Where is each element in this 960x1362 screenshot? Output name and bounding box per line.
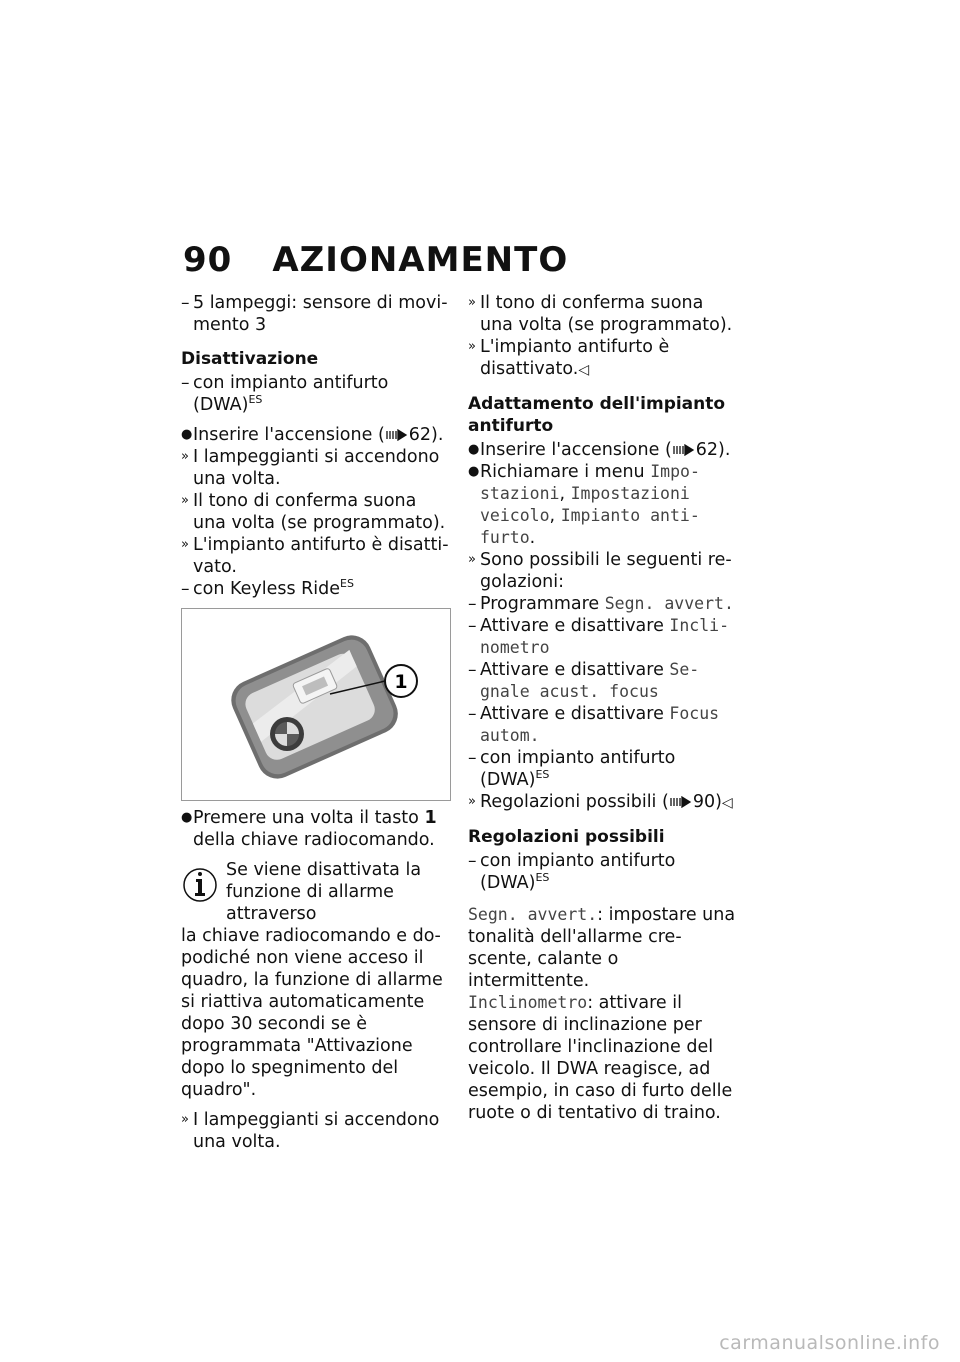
page-header [183, 240, 568, 280]
es-superscript: ES [248, 393, 263, 407]
end-marker-icon: ◁ [578, 362, 590, 378]
list-item: – con impianto antifurto (DWA)$^{ES}$ [181, 373, 389, 415]
step-item: ● Richiamare i menu Impostazioni, Impostazioni veicolo, Impianto antifurto. [468, 462, 700, 548]
result-item: » Sono possibili le seguenti regolazioni: [468, 550, 732, 592]
result-item: » Il tono di conferma suona una volta (se programmato). [468, 293, 733, 335]
dash-marker: – [181, 579, 190, 599]
dash-marker: – [468, 660, 477, 680]
dash-marker: – [468, 851, 477, 871]
dash-marker: – [181, 373, 190, 393]
result-item: » I lampeggianti si accendono una volta. [181, 447, 440, 489]
list-item: – Programmare Segn. avvert. [468, 594, 734, 614]
es-superscript: ES [340, 577, 354, 591]
list-item: – con Keyless Ride$^{ES}$ [181, 577, 354, 599]
list-item: – Attivare e disattivare Inclinometro [468, 616, 730, 657]
chapter-title: AZIONAMENTO [272, 240, 569, 280]
step-item: ● Premere una volta il tasto 1 della chiave radiocomando. [181, 808, 437, 850]
result-item: » L'impianto antifurto è disattivato.◁ [468, 337, 670, 379]
menu-code: Focus autom. [480, 704, 720, 745]
dash-marker: – [468, 616, 477, 636]
section-heading-disattivazione: Disattivazione [181, 349, 319, 369]
result-marker: » [181, 537, 189, 552]
result-item: » L'impianto antifurto è disattivato. [181, 535, 449, 577]
es-superscript: ES [535, 768, 550, 782]
key-fob-illustration [182, 609, 450, 800]
list-item: – 5 lampeggi: sensore di movimento 3 [181, 293, 448, 335]
es-superscript: ES [535, 871, 550, 885]
menu-code: Impostazioni [480, 462, 700, 503]
menu-code: Segn. avvert. [604, 594, 734, 613]
dash-marker: – [181, 293, 190, 313]
list-item: – con impianto antifurto (DWA)$^{ES}$ [468, 851, 676, 893]
menu-code: Impianto antifurto [480, 506, 700, 547]
end-marker-icon: ◁ [721, 795, 733, 811]
bullet-marker: ● [181, 427, 193, 442]
paragraph-segn-avvert: Segn. avvert.: impostare una tonalità dell'allarme crescente, calante o intermittente. [468, 905, 736, 991]
result-item: » Regolazioni possibili ( 90)◁ [468, 792, 733, 812]
page-number: 90 [183, 240, 233, 280]
section-heading-adattamento: Adattamento dell'impianto antifurto [468, 394, 726, 436]
page-ref-arrow-icon [669, 796, 693, 808]
info-icon [181, 863, 219, 903]
list-item: – Attivare e disattivare Focus autom. [468, 704, 720, 745]
result-marker: » [468, 339, 476, 354]
paragraph-inclinometro: Inclinometro: attivare il sensore di inclinazione per controllare l'inclinazione del veicolo. Il DWA reagisce, ad esempio, in caso di furto delle ruote o di tentativo di traino. [468, 993, 733, 1123]
result-marker: » [181, 493, 189, 508]
figure-callout-1: 1 [394, 671, 408, 693]
menu-code: Segnale acust. focus [480, 660, 700, 701]
dash-marker: – [468, 748, 477, 768]
result-marker: » [181, 1112, 189, 1127]
menu-code: Impostazioni veicolo [480, 484, 690, 525]
list-item: – con impianto antifurto (DWA)$^{ES}$ [468, 748, 676, 790]
dash-marker: – [468, 704, 477, 724]
menu-code: Inclinometro [468, 993, 588, 1012]
right-column [468, 292, 738, 1124]
left-column [181, 292, 451, 1153]
bullet-marker: ● [468, 442, 480, 457]
bullet-marker: ● [181, 810, 193, 825]
result-marker: » [468, 295, 476, 310]
watermark: carmanualsonline.info [719, 1332, 940, 1354]
result-item: » I lampeggianti si accendono una volta. [181, 1110, 440, 1152]
info-note: Se viene disattivata la funzione di allarme attraverso la chiave radiocomando e dopodiché non viene acceso il quadro, la funzione di allarme si riattiva automaticamente dopo 30 secondi se è programmata "Attivazione dopo lo spegnimento del quadro". [181, 860, 443, 1100]
step-item: ● Inserire l'accensione ( 62). [181, 425, 444, 445]
result-marker: » [181, 449, 189, 464]
dash-marker: – [468, 594, 477, 614]
menu-code: Segn. avvert. [468, 905, 598, 924]
bullet-marker: ● [468, 464, 480, 479]
page-ref-arrow-icon [672, 444, 696, 456]
menu-code: Inclinometro [480, 616, 730, 657]
result-item: » Il tono di conferma suona una volta (se programmato). [181, 491, 446, 533]
page-ref-arrow-icon [385, 429, 409, 441]
key-fob-figure [181, 608, 451, 801]
result-marker: » [468, 552, 476, 567]
section-heading-regolazioni: Regolazioni possibili [468, 827, 665, 847]
step-item: ● Inserire l'accensione ( 62). [468, 440, 731, 460]
list-item: – Attivare e disattivare Segnale acust. focus [468, 660, 700, 701]
result-marker: » [468, 794, 476, 809]
